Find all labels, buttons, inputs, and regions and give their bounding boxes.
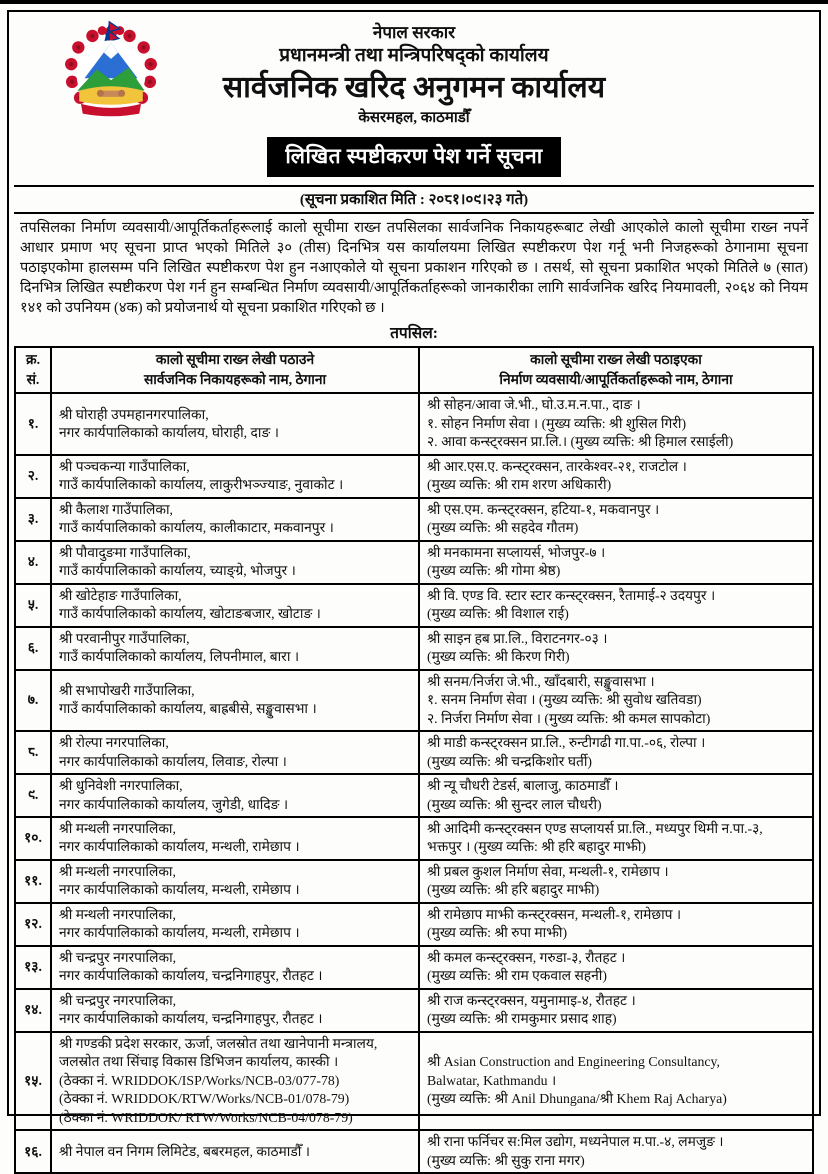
cell-line: श्री परवानीपुर गाउँपालिका, xyxy=(59,630,190,646)
cell-line: श्री धुनिवेशी नगरपालिका, xyxy=(59,778,183,794)
contractor-supplier-cell xyxy=(419,946,813,989)
header-contractor-supplier: कालो सूचीमा राख्न लेखी पठाइएका निर्माण व्यवसायी/आपूर्तिकर्ताहरूको नाम, ठेगाना xyxy=(419,347,813,393)
row-serial-number: १३. xyxy=(15,946,51,989)
cell-line: श्री सनम/निर्जरा जे.भी., खाँदबारी, सङ्खुवासभा । xyxy=(427,673,655,689)
document-border-frame xyxy=(7,10,821,1168)
cell-line: श्री सभापोखरी गाउँपालिका, xyxy=(59,682,195,698)
table-row xyxy=(15,946,813,989)
letterhead xyxy=(14,16,814,214)
blacklist-table-body xyxy=(15,393,813,1173)
cell-line: श्री पौवादुङमा गाउँपालिका, xyxy=(59,544,191,560)
table-row xyxy=(15,541,813,584)
cell-line: श्री कैलाश गाउँपालिका, xyxy=(59,501,174,517)
row-serial-number: ११. xyxy=(15,860,51,903)
public-agency-cell xyxy=(51,989,419,1032)
cell-line: गाउँ कार्यपालिकाको कार्यालय, लाकुरीभञ्ज्याङ, नुवाकोट । xyxy=(59,477,344,493)
cell-line: १. सनम निर्माण सेवा । (मुख्य व्यक्ति: श्री सुवोध खतिवडा) xyxy=(427,692,702,708)
cell-line: श्री रामेछाप माझी कन्स्ट्रक्सन, मन्थली-१, रामेछाप । xyxy=(427,906,682,922)
cell-line: नगर कार्यपालिकाको कार्यालय, मन्थली, रामेछाप । xyxy=(59,839,300,855)
notice-title-banner: लिखित स्पष्टीकरण पेश गर्ने सूचना xyxy=(267,137,560,177)
cell-line: (मुख्य व्यक्ति: श्री रामकुमार प्रसाद शाह) xyxy=(427,1011,617,1027)
office-title: सार्वजनिक खरिद अनुगमन कार्यालय xyxy=(222,70,606,104)
table-row xyxy=(15,393,813,454)
cell-line: श्री रोल्पा नगरपालिका, xyxy=(59,735,169,751)
row-serial-number: १४. xyxy=(15,989,51,1032)
cell-line: श्री मनकामना सप्लायर्स, भोजपुर-७ । xyxy=(427,544,606,560)
cell-line: (ठेक्का नं. WRIDDOK/ RTW/Works/NCB-04/078-79) xyxy=(59,1109,353,1125)
cell-line: श्री आर.एस.ए. कन्स्ट्रक्सन, तारकेश्वर-२१, राजटोल । xyxy=(427,458,687,474)
cell-line: श्री पञ्चकन्या गाउँपालिका, xyxy=(59,458,190,474)
contractor-supplier-cell xyxy=(419,455,813,498)
table-row xyxy=(15,860,813,903)
contractor-supplier-cell xyxy=(419,731,813,774)
cell-line: (मुख्य व्यक्ति: श्री राम एकवाल सहनी) xyxy=(427,968,607,984)
contractor-supplier-cell xyxy=(419,860,813,903)
table-header-row xyxy=(15,347,813,393)
public-agency-cell xyxy=(51,670,419,731)
header-public-agency: कालो सूचीमा राख्न लेखी पठाउने सार्वजनिक निकायहरूको नाम, ठेगाना xyxy=(51,347,419,393)
cell-line: (मुख्य व्यक्ति: श्री सहदेव गौतम) xyxy=(427,520,579,536)
public-agency-cell xyxy=(51,1032,419,1130)
cell-line: श्री आदिमी कन्स्ट्रक्सन एण्ड सप्लायर्स प्रा.लि., मध्यपुर थिमी न.पा.-३, xyxy=(427,821,763,836)
public-agency-cell xyxy=(51,860,419,903)
notice-body-paragraph: तपसिलका निर्माण व्यवसायी/आपूर्तिकर्ताहरूलाई कालो सूचीमा राख्न तपसिलका सार्वजनिक निकायहरूबाट लेखी आएकोले कालो सूचीमा राख्न नपर्ने आधार प्रमाण भए सूचना प्राप्त भएको मितिले ३० (तीस) दिनभित्र यस कार्यालयमा लिखित स्पष्टीकरण पेश गर्नू भनी निजहरूको ठेगानामा सूचना पठाइएकोमा हालसम्म पनि लिखित स्पष्टीकरण पेश हुन नआएकोले यो सूचना प्रकाशन गरिएको छ । तसर्थ, सो सूचना प्रकाशित भएको मितिले ७ (सात) दिनभित्र लिखित स्पष्टीकरण पेश गर्न हुन सम्बन्धित निर्माण व्यवसायी/आपूर्तिकर्ताहरूको जानकारीका लागि सार्वजनिक खरिद नियमावली, २०६४ को नियम १४१ को उपनियम (४क) को प्रयोजनार्थ यो सूचना प्रकाशित गरिएको छ । xyxy=(20,220,808,317)
table-row xyxy=(15,584,813,627)
row-serial-number: ३. xyxy=(15,498,51,541)
row-serial-number: १०. xyxy=(15,817,51,860)
cell-line: श्री साइन हब प्रा.लि., विराटनगर-०३ । xyxy=(427,630,608,646)
row-serial-number: ४. xyxy=(15,541,51,584)
cell-line: Balwatar, Kathmandu । xyxy=(427,1072,557,1088)
row-serial-number: १६. xyxy=(15,1130,51,1173)
public-agency-cell xyxy=(51,455,419,498)
cell-line: श्री राज कन्स्ट्रक्सन, यमुनामाइ-४, रौतहट । xyxy=(427,992,636,1008)
contractor-supplier-cell xyxy=(419,627,813,670)
public-agency-cell xyxy=(51,627,419,670)
cell-line: श्री नेपाल वन निगम लिमिटेड, बबरमहल, काठमाडौँ । xyxy=(59,1143,310,1159)
cell-line: (ठेक्का नं. WRIDDOK/RTW/Works/NCB-01/078-79) xyxy=(59,1091,350,1107)
cell-line: श्री वि. एण्ड वि. स्टार स्टार कन्स्ट्रक्सन, रैतामाई-२ उदयपुर । xyxy=(427,587,716,603)
cell-line: (मुख्य व्यक्ति: श्री किरण गिरी) xyxy=(427,649,570,665)
cell-line: श्री कमल कन्स्ट्रक्सन, गरुडा-३, रौतहट । xyxy=(427,949,626,965)
cell-line: श्री चन्द्रपुर नगरपालिका, xyxy=(59,949,177,965)
table-row xyxy=(15,989,813,1032)
contractor-supplier-cell xyxy=(419,498,813,541)
cell-line: श्री गण्डकी प्रदेश सरकार, ऊर्जा, जलस्रोत तथा खानेपानी मन्त्रालय, xyxy=(59,1035,378,1051)
cell-line: जलस्रोत तथा सिंचाइ विकास डिभिजन कार्यालय, कास्की । xyxy=(59,1054,339,1070)
cell-line: श्री न्यू चौधरी टेडर्स, बालाजु, काठमाडौँ । xyxy=(427,778,619,794)
publish-date-band xyxy=(14,185,814,214)
cell-line: गाउँ कार्यपालिकाको कार्यालय, लिपनीमाल, बारा । xyxy=(59,649,300,665)
public-agency-cell xyxy=(51,393,419,454)
contractor-supplier-cell xyxy=(419,903,813,946)
public-agency-cell xyxy=(51,1130,419,1173)
public-agency-cell xyxy=(51,541,419,584)
cell-line: श्री Asian Construction and Engineering Consultancy, xyxy=(427,1054,720,1070)
cell-line: श्री मन्थली नगरपालिका, xyxy=(59,906,176,922)
cell-line: (मुख्य व्यक्ति: श्री विशाल राई) xyxy=(427,606,569,622)
cell-line: नगर कार्यपालिकाको कार्यालय, जुगेडी, धादिङ । xyxy=(59,796,289,812)
row-serial-number: ९. xyxy=(15,774,51,817)
table-row xyxy=(15,1130,813,1173)
publish-date: (सूचना प्रकाशित मिति : २०८१।०९।२३ गते) xyxy=(299,192,529,209)
cell-line: श्री मन्थली नगरपालिका, xyxy=(59,821,176,836)
cell-line: श्री घोराही उपमहानगरपालिका, xyxy=(59,406,209,422)
public-agency-cell xyxy=(51,584,419,627)
public-agency-cell xyxy=(51,903,419,946)
cell-line: नगर कार्यपालिकाको कार्यालय, मन्थली, रामेछाप । xyxy=(59,882,300,898)
cell-line: नगर कार्यपालिकाको कार्यालय, लिवाङ, रोल्पा । xyxy=(59,753,287,769)
contractor-supplier-cell xyxy=(419,1130,813,1173)
cell-line: (मुख्य व्यक्ति: श्री चन्द्रकिशोर घर्ती) xyxy=(427,753,593,769)
cell-line: २. निर्जरा निर्माण सेवा । (मुख्य व्यक्ति: श्री कमल सापकोटा) xyxy=(427,710,711,726)
table-row xyxy=(15,670,813,731)
table-row xyxy=(15,731,813,774)
cell-line: श्री मन्थली नगरपालिका, xyxy=(59,863,176,879)
cell-line: नगर कार्यपालिकाको कार्यालय, चन्द्रनिगाहपुर, रौतहट । xyxy=(59,968,323,984)
public-agency-cell xyxy=(51,817,419,860)
public-agency-cell xyxy=(51,774,419,817)
blacklist-table xyxy=(14,346,814,1174)
cell-line: २. आवा कन्स्ट्रक्सन प्रा.लि.। (मुख्य व्यक्ति: श्री हिमाल रसाईली) xyxy=(427,434,734,450)
row-serial-number: १. xyxy=(15,393,51,454)
table-row xyxy=(15,455,813,498)
contractor-supplier-cell xyxy=(419,670,813,731)
public-agency-cell xyxy=(51,498,419,541)
cell-line: (मुख्य व्यक्ति: श्री रुपा माझी) xyxy=(427,925,568,941)
cell-line: (मुख्य व्यक्ति: श्री सुन्दर लाल चौधरी) xyxy=(427,796,602,812)
cell-line: श्री राना फर्निचर स:मिल उद्योग, मध्यनेपाल म.पा.-४, लमजुङ । xyxy=(427,1134,724,1150)
table-row xyxy=(15,774,813,817)
tapasil-label: तपसिल: xyxy=(390,325,438,343)
cell-line: श्री सोहन/आवा जे.भी., घो.उ.म.न.पा., दाङ । xyxy=(427,397,641,413)
cell-line: भक्तपुर । (मुख्य व्यक्ति: श्री हरि बहादुर माझी) xyxy=(427,839,647,855)
row-serial-number: ८. xyxy=(15,731,51,774)
cell-line: श्री एस.एम. कन्स्ट्रक्सन, हटिया-१, मकवानपुर । xyxy=(427,501,660,517)
government-name: नेपाल सरकार xyxy=(372,23,456,42)
cell-line: (मुख्य व्यक्ति: श्री गोमा श्रेष्ठ) xyxy=(427,563,561,579)
nepal-government-emblem-logo xyxy=(30,20,192,126)
scan-edge-strip xyxy=(0,0,828,4)
table-row xyxy=(15,903,813,946)
table-row xyxy=(15,498,813,541)
row-serial-number: ७. xyxy=(15,670,51,731)
cell-line: नगर कार्यपालिकाको कार्यालय, चन्द्रनिगाहपुर, रौतहट । xyxy=(59,1011,323,1027)
table-row xyxy=(15,1032,813,1130)
row-serial-number: १५. xyxy=(15,1032,51,1130)
cell-line: (मुख्य व्यक्ति: श्री सुकु राना मगर) xyxy=(427,1152,585,1168)
cell-line: गाउँ कार्यपालिकाको कार्यालय, बाह्रबीसे, सङ्खुवासभा । xyxy=(59,701,317,717)
row-serial-number: ६. xyxy=(15,627,51,670)
row-serial-number: ५. xyxy=(15,584,51,627)
cell-line: गाउँ कार्यपालिकाको कार्यालय, कालीकाटार, मकवानपुर । xyxy=(59,520,334,536)
contractor-supplier-cell xyxy=(419,541,813,584)
contractor-supplier-cell xyxy=(419,774,813,817)
table-row xyxy=(15,627,813,670)
contractor-supplier-cell xyxy=(419,584,813,627)
contractor-supplier-cell xyxy=(419,1032,813,1130)
cell-line: १. सोहन निर्माण सेवा । (मुख्य व्यक्ति: श्री शुसिल गिरी) xyxy=(427,415,687,431)
office-address: केसरमहल, काठमाडौँ xyxy=(358,109,470,126)
cell-line: (मुख्य व्यक्ति: श्री Anil Dhungana/श्री Khem Raj Acharya) xyxy=(427,1091,727,1107)
contractor-supplier-cell xyxy=(419,393,813,454)
cell-line: नगर कार्यपालिकाको कार्यालय, घोराही, दाङ । xyxy=(59,425,279,441)
public-agency-cell xyxy=(51,946,419,989)
contractor-supplier-cell xyxy=(419,989,813,1032)
contractor-supplier-cell xyxy=(419,817,813,860)
cell-line: श्री चन्द्रपुर नगरपालिका, xyxy=(59,992,177,1008)
parent-office-name: प्रधानमन्त्री तथा मन्त्रिपरिषद्को कार्यालय xyxy=(279,45,549,67)
cell-line: श्री प्रबल कुशल निर्माण सेवा, मन्थली-१, रामेछाप । xyxy=(427,863,669,879)
public-agency-cell xyxy=(51,731,419,774)
cell-line: श्री माडी कन्स्ट्रक्सन प्रा.लि., रुन्टीगढी गा.पा.-०६, रोल्पा । xyxy=(427,735,706,751)
header-serial-number: क्र. सं. xyxy=(15,347,51,393)
row-serial-number: २. xyxy=(15,455,51,498)
cell-line: गाउँ कार्यपालिकाको कार्यालय, खोटाङबजार, खोटाङ । xyxy=(59,606,321,622)
cell-line: (ठेक्का नं. WRIDDOK/ISP/Works/NCB-03/077-78) xyxy=(59,1072,340,1088)
cell-line: गाउँ कार्यपालिकाको कार्यालय, च्याङ्ग्रे, भोजपुर । xyxy=(59,563,296,579)
cell-line: नगर कार्यपालिकाको कार्यालय, मन्थली, रामेछाप । xyxy=(59,925,300,941)
emblem-scene xyxy=(77,40,146,116)
cell-line: श्री खोटेहाङ गाउँपालिका, xyxy=(59,587,182,603)
table-row xyxy=(15,817,813,860)
cell-line: (मुख्य व्यक्ति: श्री राम शरण अधिकारी) xyxy=(427,477,612,493)
row-serial-number: १२. xyxy=(15,903,51,946)
cell-line: (मुख्य व्यक्ति: श्री हरि बहादुर माझी) xyxy=(427,882,600,898)
